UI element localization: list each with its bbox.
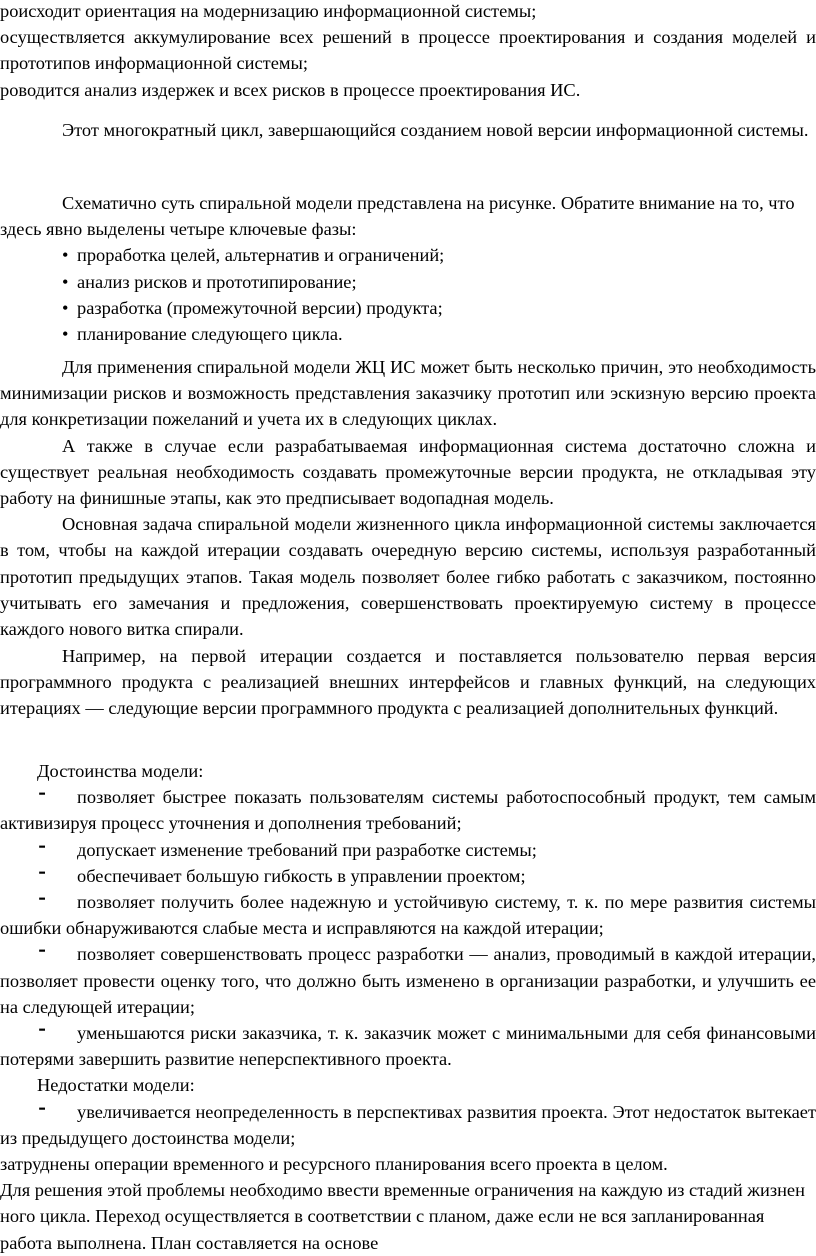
planning-line: затруднены операции временного и ресурсного планирования всего проекта в целом. xyxy=(0,1154,668,1175)
advantage-item xyxy=(0,784,816,836)
scheme-block xyxy=(0,190,816,347)
top-item: роводится анализ издержек и всех рисков в процессе проектирования ИС. xyxy=(0,79,581,100)
bullet-icon: ⁃ xyxy=(37,941,47,964)
advantage-item xyxy=(0,889,816,941)
cycle-paragraph-block xyxy=(0,117,816,143)
example-paragraph: Например, на первой итерации создается и поставляется пользователю первая версия программного продукта с реализацией внешних интерфейсов и главных функций, на следующих итерациях — следующие версии программного продукта с реализацией дополнительных функций. xyxy=(0,646,816,719)
advantage-text: уменьшаются риски заказчика, т. к. заказчик может с минимальными для себя финансовыми потерями завершить развитие неперспективного проекта. xyxy=(0,1023,816,1070)
disadvantages-list xyxy=(0,1099,816,1151)
final-paragraph: Для решения этой проблемы необходимо ввести временные ограничения на каждую из стадий жизнен ного цикла. Переход осуществляется в соответствии с планом, даже если не вся запланированная работа выполнена. План составляется на основе xyxy=(0,1180,805,1253)
top-list xyxy=(0,0,816,103)
complex-paragraph: А также в случае если разрабатываемая информационная система достаточно сложна и существует реальная необходимость создавать промежуточные версии продукта, не откладывая эту работу на финишные этапы, как это предписывает водопадная модель. xyxy=(0,435,816,509)
advantages-list xyxy=(0,784,816,1072)
advantage-text: позволяет быстрее показать пользователям системы работоспособный продукт, тем самым активизируя процесс уточнения и дополнения требований; xyxy=(0,787,816,834)
bullet-icon: ⁃ xyxy=(37,889,47,912)
reasons-paragraph: Для применения спиральной модели ЖЦ ИС может быть несколько причин, это необходимость минимизации рисков и возможность представления заказчику прототип или эскизную версию проекта для конкретизации пожеланий и учета их в следующих циклах. xyxy=(0,357,816,430)
phase-list xyxy=(0,242,816,347)
advantage-item xyxy=(0,1020,816,1072)
advantage-item xyxy=(0,941,816,1020)
example-block xyxy=(0,643,816,722)
phase-item: • анализ рисков и прототипирование; xyxy=(0,269,816,295)
phase-item: • разработка (промежуточной версии) продукта; xyxy=(0,295,816,321)
disadvantage-item xyxy=(0,1099,816,1151)
cycle-paragraph: Этот многократный цикл, завершающийся созданием новой версии информационной системы. xyxy=(62,120,809,140)
advantage-text: допускает изменение требований при разработке системы; xyxy=(77,839,537,860)
bullet-icon: ⁃ xyxy=(37,1098,47,1121)
advantage-text: обеспечивает большую гибкость в управлении проектом; xyxy=(77,865,526,886)
top-item: роисходит ориентация на модернизацию информационной системы; xyxy=(0,1,537,21)
bullet-icon: ⁃ xyxy=(37,1020,47,1043)
scheme-paragraph: Схематично суть спиральной модели представлена на рисунке. Обратите внимание на то, что здесь явно выделены четыре ключевые фазы: xyxy=(0,193,795,240)
disadvantage-text: увеличивается неопределенность в перспективах развития проекта. Этот недостаток вытекает из предыдущего достоинства модели; xyxy=(0,1101,816,1148)
bullet-icon: ⁃ xyxy=(37,836,47,859)
disadvantages-heading: Недостатки модели: xyxy=(37,1075,195,1096)
bullet-icon: ⁃ xyxy=(37,862,47,885)
advantage-item xyxy=(0,837,816,863)
advantages-heading: Достоинства модели: xyxy=(37,761,204,781)
reasons-block xyxy=(0,354,816,642)
advantage-text: позволяет совершенствовать процесс разработки — анализ, проводимый в каждой итерации, позволяет провести оценку того, что должно быть изменено в организации разработки, и улучшить ее на следующей итерации; xyxy=(0,944,816,1017)
advantage-text: позволяет получить более надежную и устойчивую систему, т. к. по мере развития системы ошибки обнаруживаются слабые места и исправляются на каждой итерации; xyxy=(0,892,816,939)
bullet-icon: ⁃ xyxy=(37,784,47,807)
top-item: осуществляется аккумулирование всех решений в процессе проектирования и создания моделей и прототипов информационной системы; xyxy=(0,27,816,74)
phase-item: • планирование следующего цикла. xyxy=(0,321,816,347)
main-task-paragraph: Основная задача спиральной модели жизненного цикла информационной системы заключается в том, чтобы на каждой итерации создавать очередную версию системы, используя разработанный прототип предыдущих этапов. Такая модель позволяет более гибко работать с заказчиком, постоянно учитывать его замечания и предложения, совершенствовать проектируемую систему в процессе каждого нового витка спирали. xyxy=(0,514,816,640)
advantage-item xyxy=(0,863,816,889)
advantages-block xyxy=(0,758,816,1256)
phase-item: • проработка целей, альтернатив и ограничений; xyxy=(0,242,816,268)
